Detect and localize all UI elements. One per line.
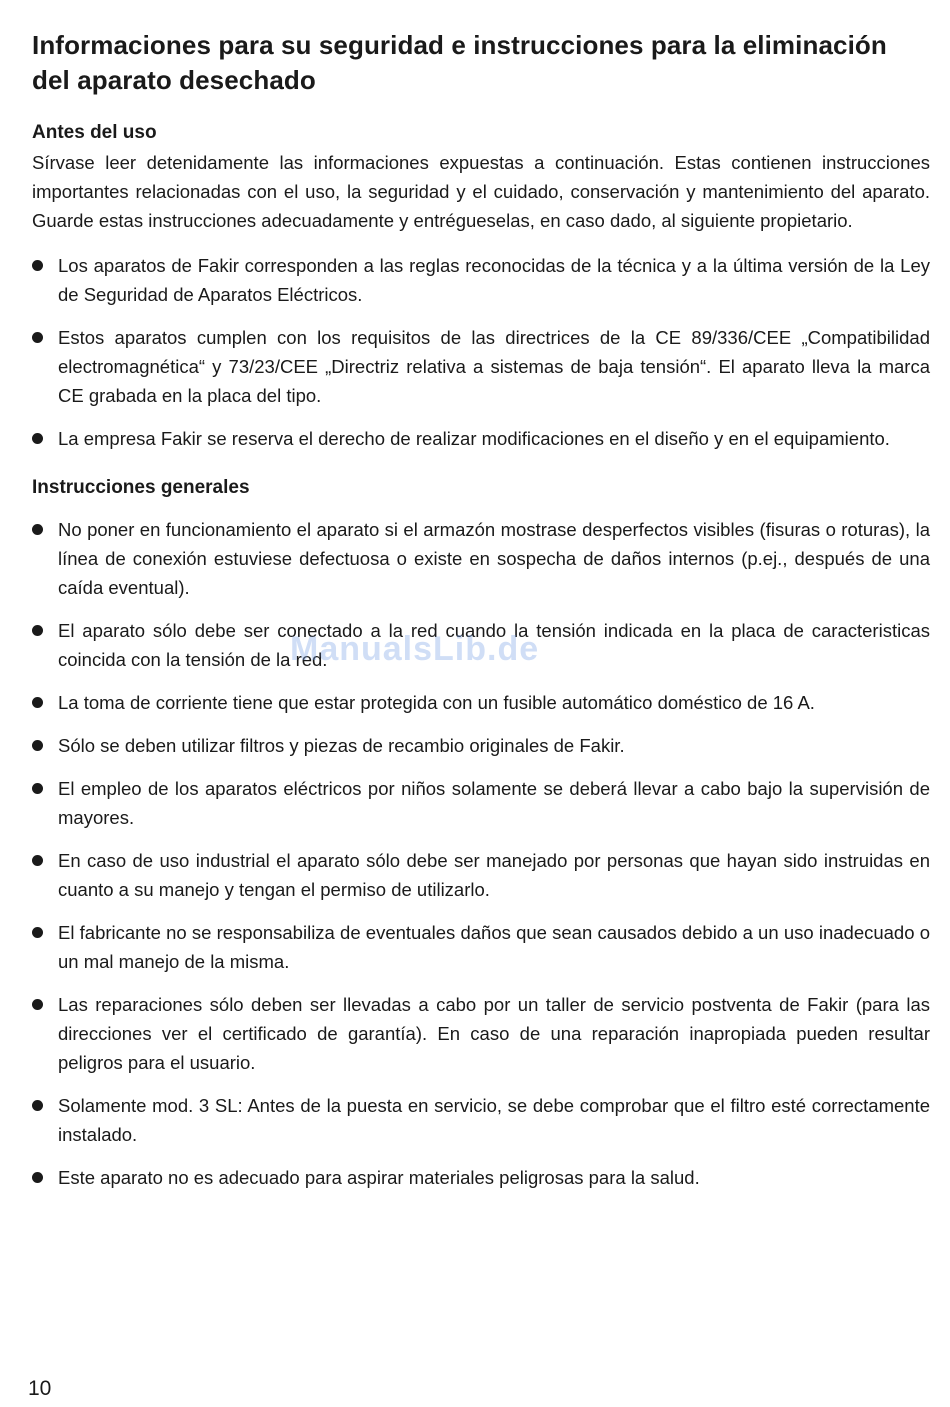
list-item-text: El fabricante no se responsabiliza de eventuales daños que sean causados debido a un uso inadecuado o un mal manejo de la misma. — [58, 922, 930, 972]
list-item — [32, 424, 930, 453]
list-item-text: Estos aparatos cumplen con los requisitos de las directrices de la CE 89/336/CEE „Compatibilidad electromagnética“ y 73/23/CEE „Directriz relativa a sistemas de baja tensión“. El aparato lleva la marca CE grabada en la placa del tipo. — [58, 327, 930, 406]
list-item — [32, 774, 930, 832]
list-item-text: La empresa Fakir se reserva el derecho de realizar modificaciones en el diseño y en el equipamiento. — [58, 428, 890, 449]
list-item-text: Sólo se deben utilizar filtros y piezas de recambio originales de Fakir. — [58, 735, 625, 756]
page-title: Informaciones para su seguridad e instrucciones para la eliminación del aparato desechado — [32, 30, 887, 95]
watermark-text: ManualsLib.de — [290, 630, 540, 668]
bullet-icon — [32, 783, 43, 794]
bullet-list — [32, 251, 930, 453]
section-instrucciones-generales — [32, 475, 930, 1192]
list-item-text: Este aparato no es adecuado para aspirar materiales peligrosas para la salud. — [58, 1167, 700, 1188]
list-item — [32, 1091, 930, 1149]
list-item — [32, 688, 930, 717]
bullet-icon — [32, 855, 43, 866]
bullet-icon — [32, 697, 43, 708]
list-item-text: Los aparatos de Fakir corresponden a las reglas reconocidas de la técnica y a la última versión de la Ley de Seguridad de Aparatos Eléctricos. — [58, 255, 930, 305]
list-item-text: Las reparaciones sólo deben ser llevadas a cabo por un taller de servicio postventa de Fakir (para las direcciones ver el certificado de garantía). En caso de una reparación inapropiada pueden resultar peligros para el usuario. — [58, 994, 930, 1073]
bullet-icon — [32, 927, 43, 938]
bullet-icon — [32, 740, 43, 751]
section-heading: Instrucciones generales — [32, 477, 250, 498]
list-item — [32, 731, 930, 760]
document-page — [32, 28, 930, 1206]
page-number: 10 — [28, 1377, 52, 1400]
bullet-icon — [32, 999, 43, 1010]
bullet-icon — [32, 1100, 43, 1111]
list-item — [32, 846, 930, 904]
list-item — [32, 515, 930, 602]
bullet-icon — [32, 625, 43, 636]
list-item-text: La toma de corriente tiene que estar protegida con un fusible automático doméstico de 16 A. — [58, 692, 815, 713]
bullet-icon — [32, 1172, 43, 1183]
bullet-icon — [32, 433, 43, 444]
list-item — [32, 918, 930, 976]
list-item — [32, 323, 930, 410]
list-item — [32, 1163, 930, 1192]
list-item-text: Solamente mod. 3 SL: Antes de la puesta en servicio, se debe comprobar que el filtro esté correctamente instalado. — [58, 1095, 930, 1145]
list-item-text: En caso de uso industrial el aparato sólo debe ser manejado por personas que hayan sido instruidas en cuanto a su manejo y tengan el permiso de utilizarlo. — [58, 850, 930, 900]
list-item — [32, 990, 930, 1077]
list-item — [32, 251, 930, 309]
bullet-icon — [32, 332, 43, 343]
section-antes-del-uso — [32, 120, 930, 453]
bullet-list — [32, 515, 930, 1192]
bullet-icon — [32, 524, 43, 535]
list-item-text: El aparato sólo debe ser conectado a la red cuando la tensión indicada en la placa de caracteristicas coincida con la tensión de la red. — [58, 620, 930, 670]
intro-paragraph: Sírvase leer detenidamente las informaciones expuestas a continuación. Estas contienen instrucciones importantes relacionadas con el uso, la seguridad y el cuidado, conservación y mantenimiento del aparato. Guarde estas instrucciones adecuadamente y entrégueselas, en caso dado, al siguiente propietario. — [32, 152, 930, 231]
list-item-text: El empleo de los aparatos eléctricos por niños solamente se deberá llevar a cabo bajo la supervisión de mayores. — [58, 778, 930, 828]
section-heading: Antes del uso — [32, 122, 157, 143]
bullet-icon — [32, 260, 43, 271]
list-item-text: No poner en funcionamiento el aparato si el armazón mostrase desperfectos visibles (fisuras o roturas), la línea de conexión estuviese defectuosa o existe en sospecha de daños internos (p.ej., después de una caída eventual). — [58, 519, 930, 598]
